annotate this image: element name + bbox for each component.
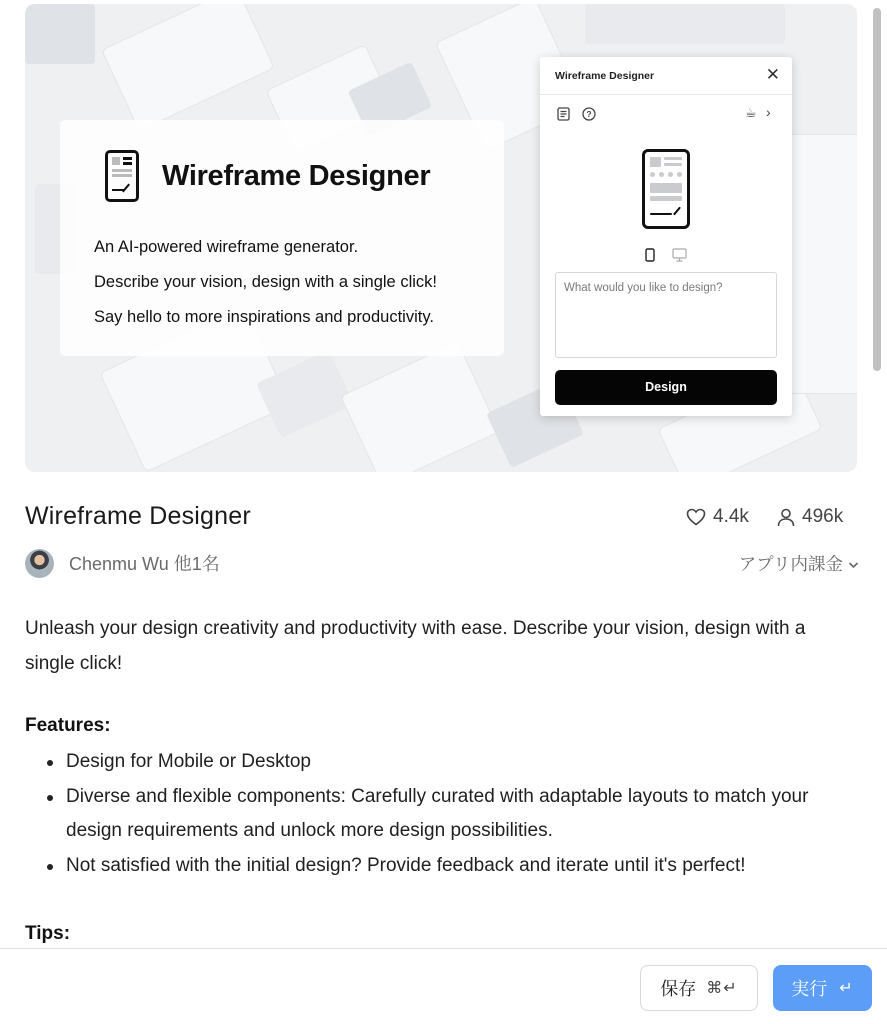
pricing-dropdown[interactable] xyxy=(739,551,859,576)
app-description: Unleash your design creativity and productivity with ease. Describe your vision, design with a single click! xyxy=(25,618,806,674)
hero-text-panel xyxy=(60,120,504,356)
hero-title: Wireframe Designer xyxy=(162,160,431,192)
feature-text: Design for Mobile or Desktop xyxy=(66,751,311,772)
wireframe-logo-icon xyxy=(105,150,139,202)
features-heading: Features: xyxy=(25,715,111,736)
list-item xyxy=(45,780,860,849)
close-icon: ✕ xyxy=(765,65,780,84)
help-icon xyxy=(582,107,596,124)
hero-tagline-1: An AI-powered wireframe generator. xyxy=(94,238,359,256)
mobile-wireframe-illustration xyxy=(642,149,690,229)
document-icon xyxy=(557,107,570,124)
app-title: Wireframe Designer xyxy=(25,502,251,530)
run-button-label: 実行 xyxy=(791,979,828,999)
action-footer xyxy=(0,948,887,1024)
avatar xyxy=(25,549,54,578)
feature-text: Not satisfied with the initial design? Provide feedback and iterate until it's perfect! xyxy=(66,854,746,876)
hero-tagline-2: Describe your vision, design with a single click! xyxy=(94,273,437,291)
tips-heading: Tips: xyxy=(25,923,71,944)
hero-banner xyxy=(25,4,857,472)
mobile-device-icon xyxy=(645,248,655,265)
run-shortcut-hint: ↵ xyxy=(839,980,854,997)
design-button-preview: Design xyxy=(555,370,777,405)
save-shortcut-hint: ⌘↵ xyxy=(706,980,738,997)
users-count: 496k xyxy=(802,506,844,527)
list-item xyxy=(45,849,860,884)
author-row[interactable] xyxy=(25,548,220,578)
coffee-icon: ☕ xyxy=(745,105,757,120)
list-item xyxy=(45,745,860,780)
svg-text:?: ? xyxy=(586,109,592,120)
likes-stat[interactable] xyxy=(686,506,749,528)
design-prompt-input-preview: What would you like to design? xyxy=(555,272,777,358)
chevron-right-icon: › xyxy=(766,104,771,120)
scrollbar-thumb[interactable] xyxy=(873,8,881,371)
save-button-label: 保存 xyxy=(660,979,697,999)
desktop-device-icon xyxy=(672,248,687,265)
heart-icon xyxy=(686,508,706,526)
bullet-icon xyxy=(47,795,53,801)
bullet-icon xyxy=(47,864,53,870)
plugin-preview-title: Wireframe Designer xyxy=(555,70,655,82)
plugin-preview-header xyxy=(540,57,792,95)
likes-count: 4.4k xyxy=(713,506,749,527)
pricing-label: アプリ内課金 xyxy=(738,554,843,574)
author-name[interactable]: Chenmu Wu 他1名 xyxy=(69,554,220,574)
user-icon xyxy=(777,508,795,527)
users-stat xyxy=(777,506,843,528)
save-button[interactable] xyxy=(640,965,758,1011)
bullet-icon xyxy=(47,760,53,766)
features-list xyxy=(45,745,860,883)
plugin-preview-window xyxy=(540,57,792,416)
feature-text: Diverse and flexible components: Carefully curated with adaptable layouts to match your design requirements and unlock more design possibilities. xyxy=(66,785,809,841)
hero-tagline-3: Say hello to more inspirations and productivity. xyxy=(94,308,434,326)
run-button[interactable] xyxy=(773,965,872,1011)
chevron-down-icon xyxy=(848,553,859,574)
